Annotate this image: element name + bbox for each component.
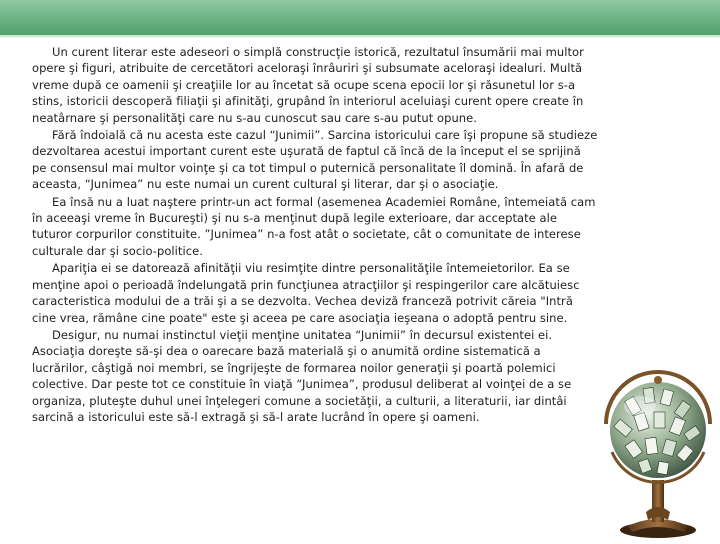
globe-of-books-icon xyxy=(588,362,720,540)
paragraph-5: Desigur, nu numai instinctul vieţii menţine unitatea “Junimii” în decursul existentei ei. Asociaţia doreşte să-şi dea o oarecare bază materială şi o anumită ordine sistematică a lucrărilor, câştigă noi membri, se îngrijeşte de formarea noilor generaţii şi poartă polemici colective. Dar peste tot ce constituie în viaţă “Junimea”, produsul deliberat al voinţei de a se organiza, pluteşte duhul unei înţelegeri comune a societăţii, a culturii, a literaturii, iar dintâi sarcină a istoricului este să-l extragă şi să-l arate lucrând în opere şi oameni. xyxy=(32,327,572,424)
paragraph-4: Apariţia ei se datorează afinităţii viu resimţite dintre personalităţile întemeietorilor. Ea se menţine apoi o perioadă îndelungată prin funcţiunea atracţiilor şi respingerilor care alcătuiesc caracteristica modului de a trăi şi a se dezvolta. Vechea deviză franceză potrivit căreia "Intră cine vrea, rămâne cine poate" este şi aceea pe care asociaţia ieşeana o adoptă pentru sine. xyxy=(32,261,580,325)
header-band xyxy=(0,0,720,38)
paragraph-1: Un curent literar este adeseori o simplă construcţie istorică, rezultatul însumării mai multor opere şi figuri, atribuite de cercetători aceloraşi înrâuriri şi subsumate aceloraşi idealuri. Multă vreme după ce oamenii şi creaţiile lor au încetat să ocupe scena epocii lor şi răsunetul lor s-a stins, istoricii descoperă filiaţii şi afinităţi, grupând în interiorul aceluiaşi curent opere create în neatârnare şi personalităţi care nu s-au cunoscut sau care s-au putut opune. xyxy=(32,45,584,125)
paragraph-2: Fără îndoială că nu acesta este cazul “Junimii”. Sarcina istoricului care îşi propune să studieze dezvoltarea acestui important curent este uşurată de faptul că încă de la început el se sprijină pe consensul mai multor voinţe şi ca tot timpul o puternică personalitate îl domină. În afară de aceasta, “Junimea” nu este numai un curent cultural şi literar, dar şi o asociaţie. xyxy=(32,128,598,192)
document-body xyxy=(32,44,598,426)
paragraph-3: Ea însă nu a luat naştere printr-un act formal (asemenea Academiei Române, întemeiată cam în aceeaşi vreme în Bucureşti) şi nu s-a menţinut după legile exterioare, dar acceptate ale tuturor corpurilor constituite. ”Junimea” n-a fost atât o societate, cât o comunitate de interese culturale dar şi socio-politice. xyxy=(32,194,596,258)
